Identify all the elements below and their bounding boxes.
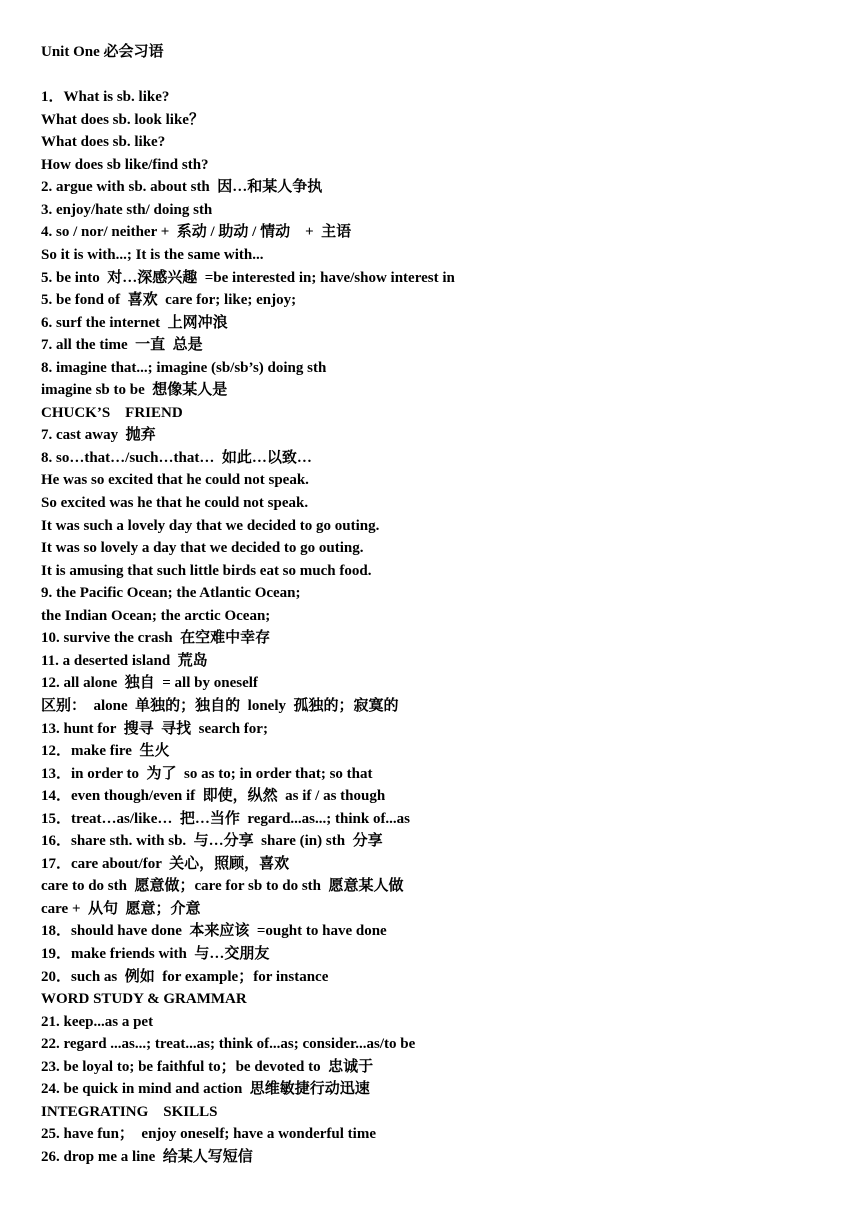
idiom-line: 8. so…that…/such…that… 如此…以致… (41, 449, 312, 466)
idiom-line: 15．treat…as/like… 把…当作 regard...as...; think of...as (41, 810, 411, 827)
idiom-line: 5. be into 对…深感兴趣 =be interested in; have/show interest in (41, 269, 455, 286)
idiom-line: How does sb like/find sth? (41, 156, 209, 173)
idiom-line: 26. drop me a line 给某人写短信 (41, 1148, 253, 1165)
idiom-line: 22. regard ...as...; treat...as; think of...as; consider...as/to be (41, 1036, 416, 1053)
idiom-line: 2. argue with sb. about sth 因…和某人争执 (41, 179, 323, 196)
idiom-line: CHUCK’S FRIEND (41, 404, 183, 421)
idiom-line: 7. cast away 抛弃 (41, 427, 156, 444)
idiom-line: 12. all alone 独自 = all by oneself (41, 675, 258, 692)
idiom-line: What does sb. like? (41, 134, 166, 151)
idiom-line: imagine sb to be 想像某人是 (41, 382, 228, 399)
idiom-line: He was so excited that he could not speak. (41, 472, 309, 489)
document-page (41, 41, 831, 1168)
page-title: Unit One 必会习语 (41, 44, 164, 60)
idiom-line: 24. be quick in mind and action 思维敏捷行动迅速 (41, 1081, 370, 1098)
idiom-line: 17．care about/for 关心，照顾，喜欢 (41, 855, 290, 872)
idiom-line: 1．What is sb. like? (41, 89, 170, 106)
idiom-line: 16．share sth. with sb. 与…分享 share (in) sth 分享 (41, 833, 383, 850)
idiom-line: 7. all the time 一直 总是 (41, 337, 203, 354)
idiom-line: So excited was he that he could not speak. (41, 495, 309, 512)
idiom-line: care to do sth 愿意做；care for sb to do sth 愿意某人做 (41, 878, 404, 895)
idiom-line: 12．make fire 生火 (41, 743, 170, 760)
idiom-line: 21. keep...as a pet (41, 1013, 154, 1030)
idiom-line: 25. have fun； enjoy oneself; have a wonderful time (41, 1126, 376, 1143)
idiom-line: 10. survive the crash 在空难中幸存 (41, 630, 271, 647)
idiom-line: 9. the Pacific Ocean; the Atlantic Ocean; (41, 585, 301, 602)
idiom-line: What does sb. look like？ (41, 111, 204, 128)
idiom-list (41, 86, 831, 1168)
idiom-line: 13. hunt for 搜寻 寻找 search for; (41, 720, 268, 737)
idiom-line: 14．even though/even if 即使，纵然 as if / as though (41, 788, 386, 805)
idiom-line: So it is with...; It is the same with... (41, 247, 264, 264)
idiom-line: 区别： alone 单独的；独自的 lonely 孤独的；寂寞的 (41, 697, 399, 714)
idiom-line: 19．make friends with 与…交朋友 (41, 945, 270, 962)
idiom-line: It is amusing that such little birds eat so much food. (41, 562, 372, 579)
idiom-line: care + 从句 愿意；介意 (41, 900, 201, 917)
idiom-line: 4. so / nor/ neither + 系动 / 助动 / 情动 + 主语 (41, 224, 352, 241)
idiom-line: 11. a deserted island 荒岛 (41, 652, 208, 669)
blank-line (41, 64, 831, 87)
idiom-line: 3. enjoy/hate sth/ doing sth (41, 201, 213, 218)
idiom-line: 8. imagine that...; imagine (sb/sb’s) doing sth (41, 359, 327, 376)
idiom-line: the Indian Ocean; the arctic Ocean; (41, 607, 271, 624)
idiom-line: It was such a lovely day that we decided to go outing. (41, 517, 380, 534)
idiom-line: 5. be fond of 喜欢 care for; like; enjoy; (41, 292, 297, 309)
idiom-line: 6. surf the internet 上网冲浪 (41, 314, 228, 331)
idiom-line: 20．such as 例如 for example；for instance (41, 968, 329, 985)
idiom-line: 18．should have done 本来应该 =ought to have done (41, 923, 387, 940)
idiom-line: 23. be loyal to; be faithful to；be devoted to 忠诚于 (41, 1058, 374, 1075)
idiom-line: 13．in order to 为了 so as to; in order that; so that (41, 765, 373, 782)
idiom-line: It was so lovely a day that we decided to go outing. (41, 540, 364, 557)
idiom-line: WORD STUDY & GRAMMAR (41, 991, 247, 1008)
idiom-line: INTEGRATING SKILLS (41, 1103, 218, 1120)
